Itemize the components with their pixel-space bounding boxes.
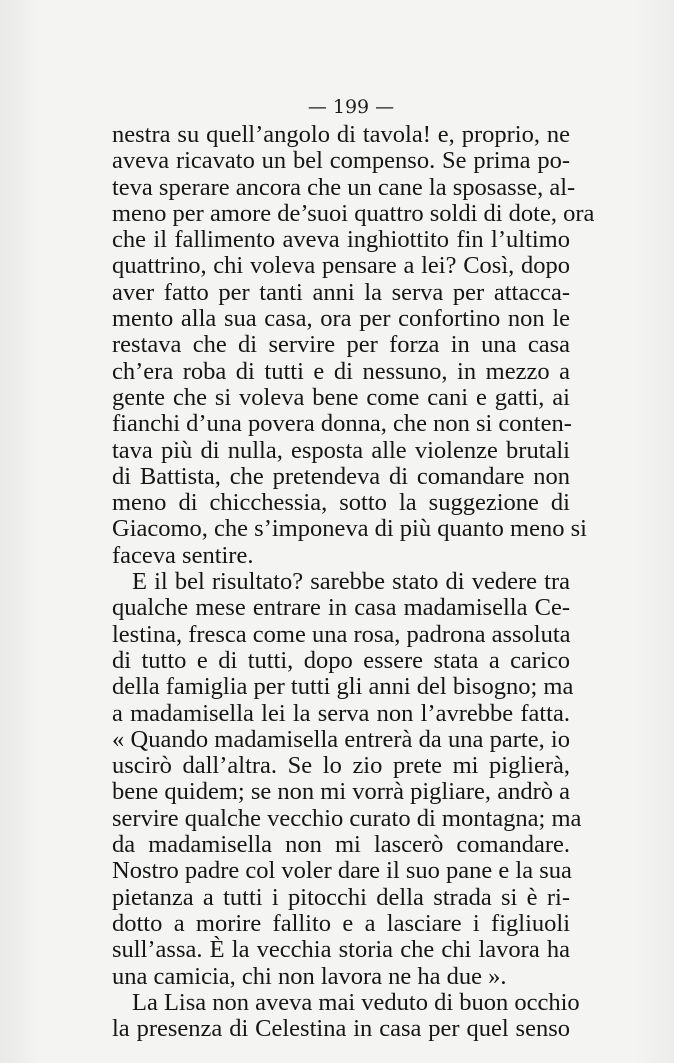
page-number: — 199 — [307, 96, 395, 118]
text-line: faceva sentire. [112, 541, 254, 569]
text-line: meno di chicchessia, sotto la suggezione di [112, 489, 570, 517]
text-line: meno per amore de’suoi quattro soldi di dote, ora [112, 199, 595, 227]
text-line: di Battista, che pretendeva di comandare non [112, 462, 570, 490]
text-line: mento alla sua casa, ora per confortino non le [112, 305, 570, 333]
text-line: una camicia, chi non lavora ne ha due ». [112, 962, 507, 990]
body-text [112, 121, 595, 1043]
text-line: aver fatto per tanti anni la serva per attacca- [112, 278, 570, 306]
text-line: fianchi d’una povera donna, che non si conten- [112, 410, 572, 438]
text-line: teva sperare ancora che un cane la sposasse, al- [112, 173, 576, 201]
text-line: La Lisa non aveva mai veduto di buon occhio [132, 988, 580, 1016]
text-line: E il bel risultato? sarebbe stato di vedere tra [132, 568, 570, 596]
text-line: lestina, fresca come una rosa, padrona assoluta [112, 620, 571, 648]
text-line: pietanza a tutti i pitocchi della strada si è ri- [112, 883, 570, 911]
text-line: aveva ricavato un bel compenso. Se prima po- [112, 147, 570, 175]
text-line: della famiglia per tutti gli anni del bisogno; ma [112, 673, 574, 701]
text-line: « Quando madamisella entrerà da una parte, io [112, 725, 570, 753]
text-line: dotto a morire fallito e a lasciare i figliuoli [112, 909, 570, 937]
text-line: nestra su quell’angolo di tavola! e, proprio, ne [112, 121, 570, 148]
text-line: di tutto e di tutti, dopo essere stata a carico [112, 646, 570, 674]
text-line: servire qualche vecchio curato di montagna; ma [112, 804, 582, 832]
text-line: ch’era roba di tutti e di nessuno, in mezzo a [112, 357, 570, 385]
text-line: restava che di servire per forza in una casa [112, 331, 570, 359]
text-line: che il fallimento aveva inghiottito fin l’ultimo [112, 226, 570, 254]
text-line: gente che si voleva bene come cani e gatti, ai [112, 383, 570, 411]
text-line: uscirò dall’altra. Se lo zio prete mi piglierà, [112, 752, 570, 780]
text-line: la presenza di Celestina in casa per quel senso [112, 1015, 570, 1043]
text-line: tava più di nulla, esposta alle violenze brutali [112, 436, 570, 464]
text-line: sull’assa. È la vecchia storia che chi lavora ha [112, 936, 570, 964]
text-line: da madamisella non mi lascerò comandare. [112, 831, 570, 859]
text-line: Nostro padre col voler dare il suo pane e la sua [112, 857, 572, 885]
text-line: bene quidem; se non mi vorrà pigliare, andrò a [112, 778, 570, 806]
text-line: Giacomo, che s’imponeva di più quanto meno si [112, 515, 587, 543]
text-line: qualche mese entrare in casa madamisella Ce- [112, 594, 570, 622]
text-line: a madamisella lei la serva non l’avrebbe fatta. [112, 699, 570, 727]
text-line: quattrino, chi voleva pensare a lei? Così, dopo [112, 252, 570, 280]
